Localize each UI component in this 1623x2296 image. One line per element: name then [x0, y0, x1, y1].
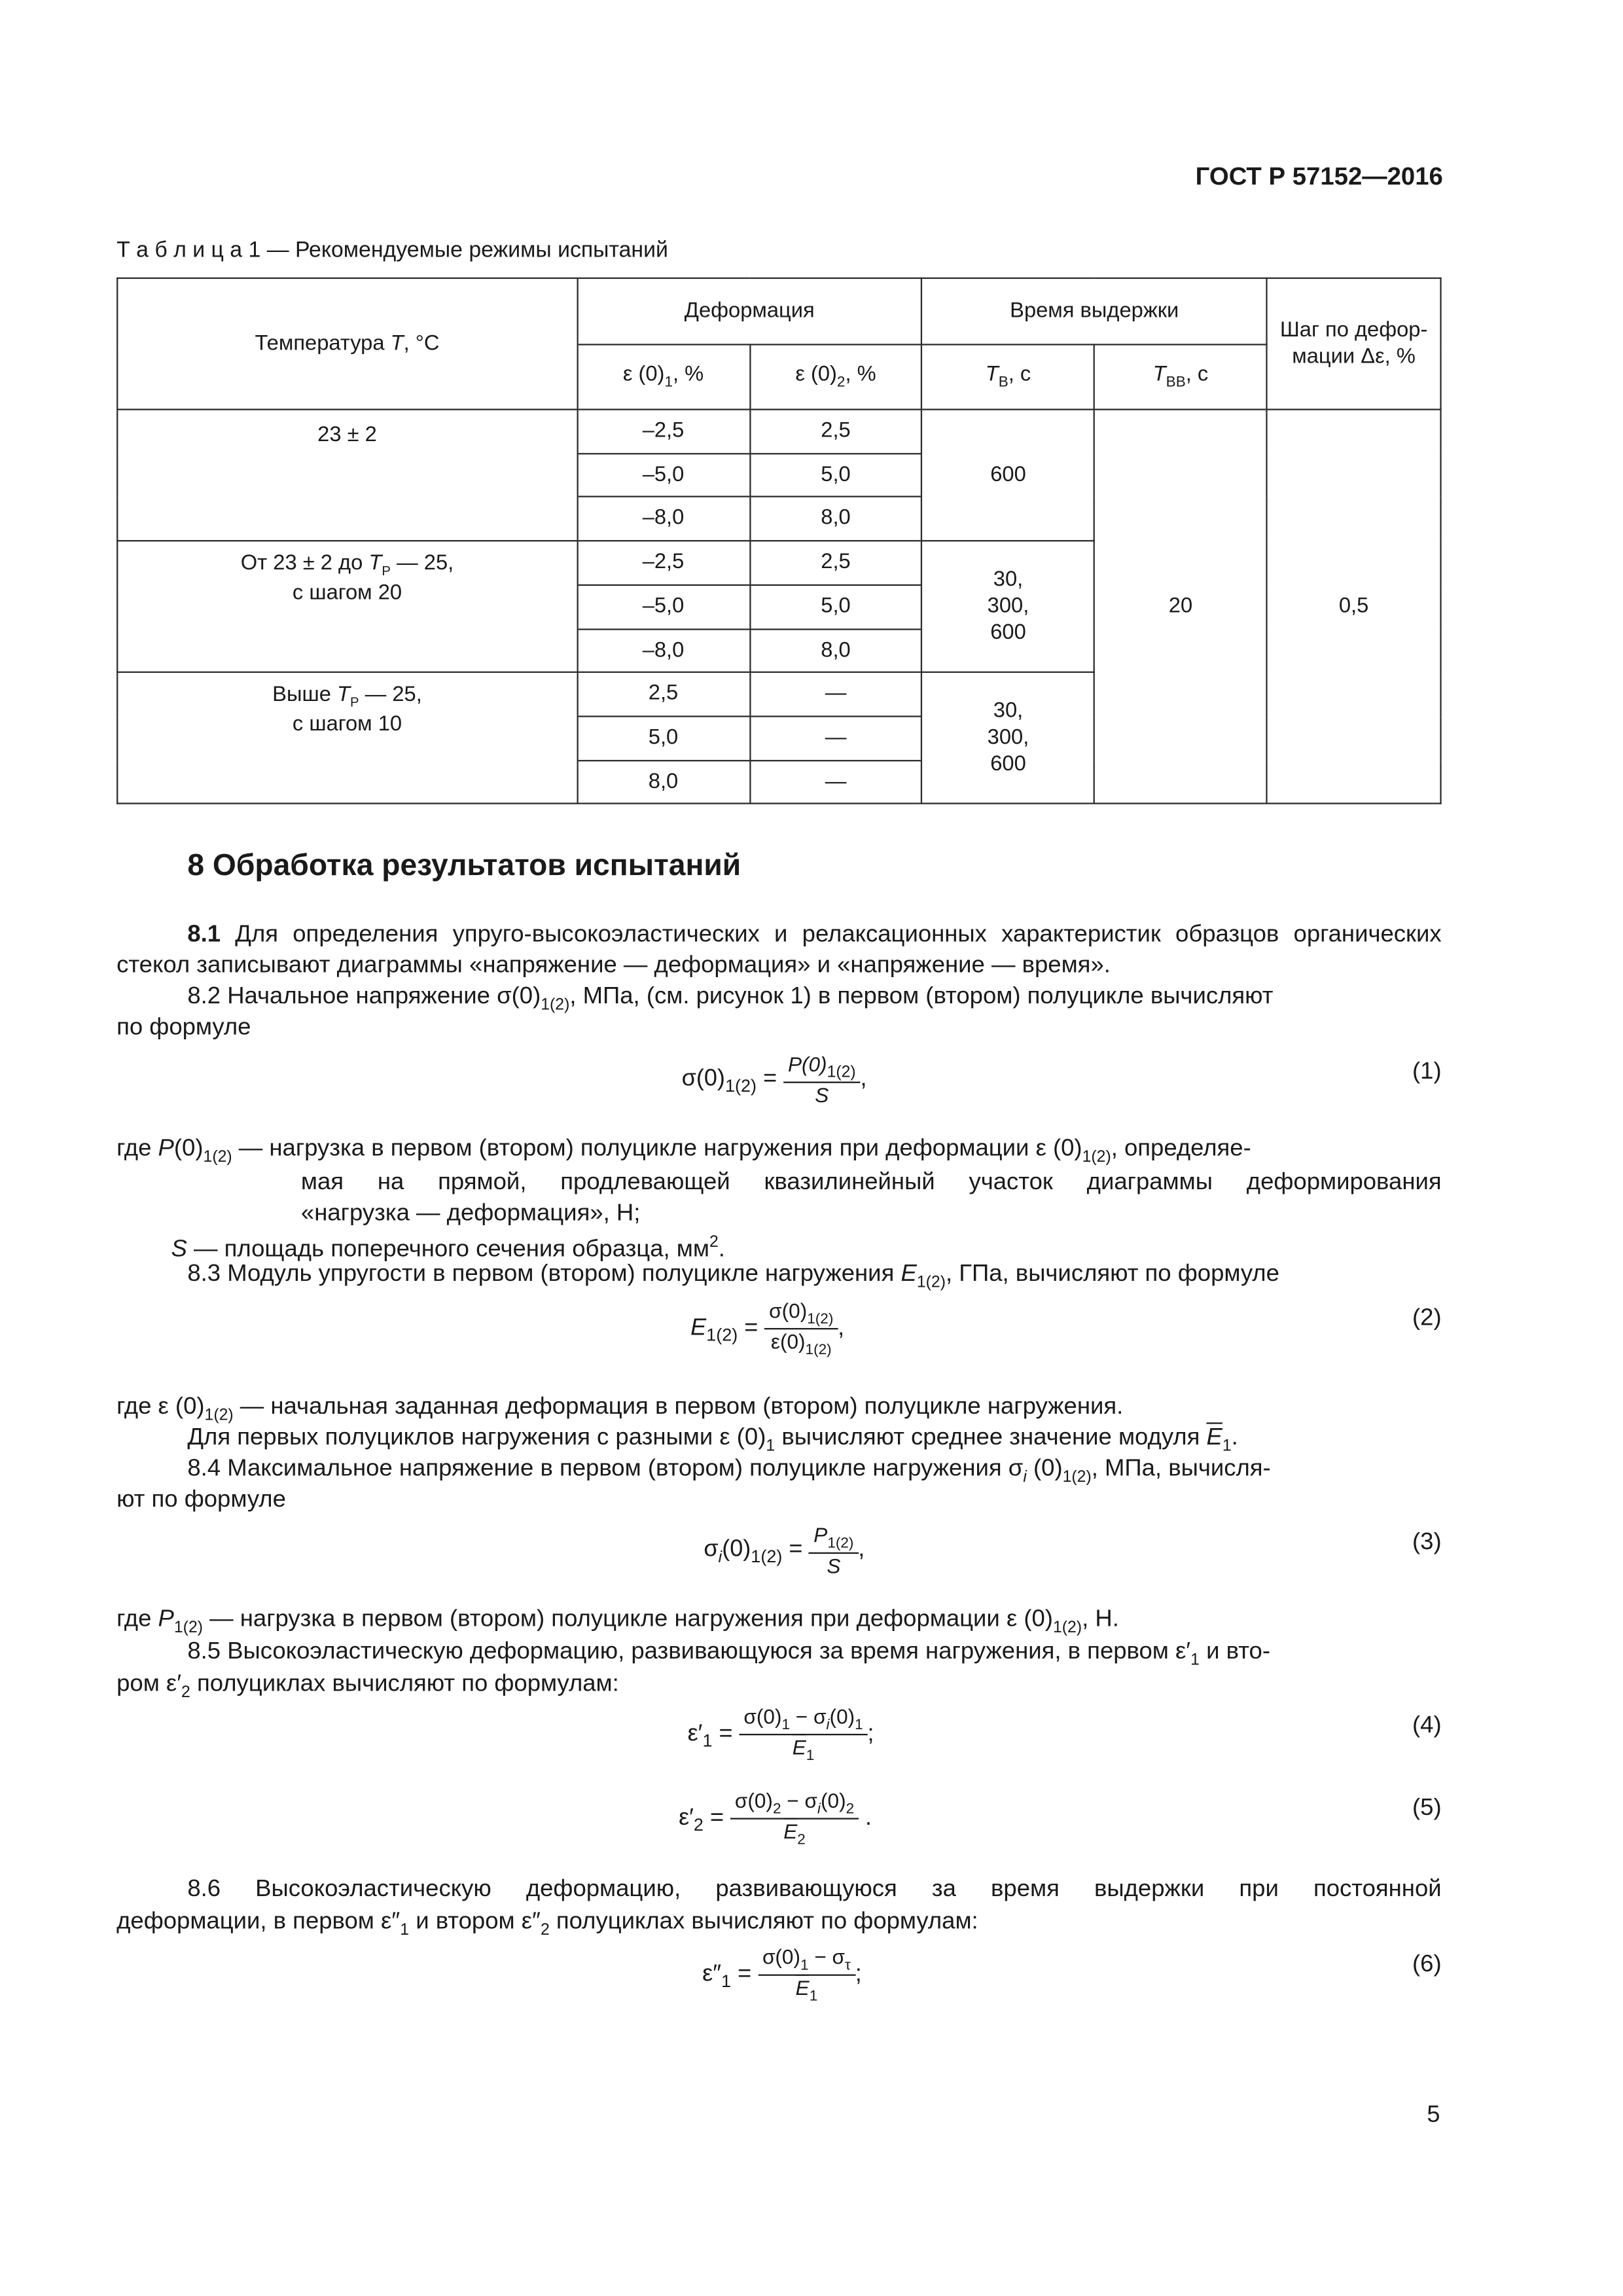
temperature-cell: От 23 ± 2 до $T_Р$ — 25, с шагом 20	[117, 541, 577, 672]
tv-cell: 30, 300, 600	[922, 672, 1094, 804]
eps2-cell: 8,0	[749, 630, 921, 672]
eps2-cell: 2,5	[749, 541, 921, 585]
section-title: 8 Обработка результатов испытаний	[187, 848, 741, 883]
formula-4: $\varepsilon'_1$ = $\frac{\sigma(0)_1 - \sigma_i(0)_1}{\overline{E}_1}$ ;	[687, 1704, 874, 1765]
formula-2: $E_{1(2)}$ = $\frac{\sigma(0)_{1(2)}}{\varepsilon(0)_{1(2)}}$ ,	[690, 1298, 845, 1359]
formula-3: $\sigma_i(0)_{1(2)}$ = $\frac{P_{1(2)}}{S}$ ,	[704, 1522, 865, 1577]
eps2-cell: 2,5	[749, 410, 921, 454]
eps1-cell: –8,0	[577, 497, 749, 541]
paragraph-8-4: 8.4 Максимальное напряжение в первом (втором) полуцикле нагружения $\sigma_i$ $(0)_{1(2)}$, МПа, вычисля-	[187, 1454, 1271, 1486]
paragraph-8-3: 8.3 Модуль упругости в первом (втором) полуцикле нагружения $E_{1(2)}$, ГПа, вычисляют по формуле	[187, 1260, 1279, 1292]
where-p-line-2: мая на прямой, продлевающей квазилинейный участок диаграммы деформирования	[300, 1168, 1442, 1196]
standard-number: ГОСТ Р 57152—2016	[1195, 162, 1443, 190]
paragraph-8-5-cont: ром $\varepsilon'_2$ полуциклах вычисляют по формулам:	[116, 1670, 619, 1702]
tv-cell: 30, 300, 600	[922, 541, 1094, 672]
col-tvv-header: $T_{ВВ}$, с	[1094, 344, 1266, 409]
eps2-cell: —	[749, 761, 921, 803]
table-caption	[116, 238, 668, 262]
col-temperature-header: Температура T, °C	[117, 278, 577, 410]
eps2-cell: 5,0	[749, 585, 921, 630]
tv-cell: 600	[922, 410, 1094, 541]
step-cell: 0,5	[1267, 410, 1441, 804]
col-tv-header: $T_В$, с	[922, 344, 1094, 409]
where-p12-line: где $P_{1(2)}$ — нагрузка в первом (втором) полуцикле нагружения при деформации ε $(0)_{1(2)}$, Н.	[116, 1605, 1119, 1637]
table-caption-text: — Рекомендуемые режимы испытаний	[260, 237, 668, 263]
paragraph-8-1: 8.1 Для определения упруго-высокоэластических и релаксационных характеристик образцов органических стекол записывают диаграммы «напряжение — деформация» и «напряжение — время».	[116, 920, 1442, 978]
eps2-cell: 8,0	[749, 497, 921, 541]
col-eps1-header: ε $(0)_1$, %	[577, 344, 749, 409]
eps1-cell: 5,0	[577, 717, 749, 761]
where-p-line: где $P(0)_{1(2)}$ — нагрузка в первом (втором) полуцикле нагружения при деформации ε $(0)_{1(2)}$, определяе-	[116, 1134, 1251, 1166]
formula-1: $\sigma(0)_{1(2)}$ = $\frac{P(0)_{1(2)}}{S}$ ,	[681, 1052, 867, 1107]
col-hold-time-header: Время выдержки	[922, 278, 1267, 344]
paragraph-8-5: 8.5 Высокоэластическую деформацию, развивающуюся за время нагружения, в первом $\varepsilon'_1$ и вто-	[187, 1638, 1270, 1670]
col-deformation-header: Деформация	[577, 278, 922, 344]
eps1-cell: –2,5	[577, 410, 749, 454]
where-s-line: S — площадь поперечного сечения образца, $мм^2$.	[171, 1233, 725, 1263]
formula-4-number: (4)	[1412, 1712, 1442, 1738]
eps1-cell: –5,0	[577, 454, 749, 496]
tvv-cell: 20	[1094, 410, 1266, 804]
formula-5: $\varepsilon'_2$ = $\frac{\sigma(0)_2 - \sigma_i(0)_2}{\overline{E}_2}$ .	[679, 1788, 872, 1848]
formula-3-number: (3)	[1412, 1528, 1442, 1556]
col-eps2-header: ε $(0)_2$, %	[749, 344, 921, 409]
eps1-cell: –2,5	[577, 541, 749, 585]
col-step-header: Шаг по дефор- мации Δε, %	[1267, 278, 1441, 410]
formula-6: $\varepsilon''_1$ = $\frac{\sigma(0)_1 - \sigma_\tau}{\overline{E}_1}$ ;	[702, 1945, 862, 2005]
temperature-cell: 23 ± 2	[117, 410, 577, 541]
eps1-cell: –8,0	[577, 630, 749, 672]
test-modes-table	[116, 278, 1442, 804]
temperature-cell: Выше $T_Р$ — 25, с шагом 10	[117, 672, 577, 804]
page-number: 5	[1427, 2102, 1440, 2128]
eps2-cell: —	[749, 717, 921, 761]
paragraph-8-4-cont: ют по формуле	[116, 1486, 286, 1513]
eps1-cell: 2,5	[577, 672, 749, 717]
eps2-cell: 5,0	[749, 454, 921, 496]
formula-2-number: (2)	[1412, 1304, 1442, 1331]
eps1-cell: –5,0	[577, 585, 749, 630]
table-caption-prefix: Т а б л и ц а 1	[116, 237, 261, 263]
mean-modulus-line: Для первых полуциклов нагружения с разными ε $(0)_1$ вычисляют среднее значение модуля $\overline{E}_1$.	[187, 1424, 1238, 1456]
eps1-cell: 8,0	[577, 761, 749, 803]
formula-1-number: (1)	[1412, 1058, 1442, 1085]
formula-6-number: (6)	[1412, 1950, 1442, 1978]
paragraph-8-6-cont: деформации, в первом $\varepsilon''_1$ и втором $\varepsilon''_2$ полуциклах вычисляют по формулам:	[116, 1908, 978, 1939]
paragraph-8-2: 8.2 Начальное напряжение $\sigma(0)_{1(2)}$, МПа, (см. рисунок 1) в первом (втором) полуцикле вычисляют	[187, 982, 1274, 1014]
paragraph-8-2-cont: по формуле	[116, 1013, 251, 1041]
formula-5-number: (5)	[1412, 1794, 1442, 1821]
where-p-line-3: «нагрузка — деформация», Н;	[300, 1199, 641, 1227]
eps2-cell: —	[749, 672, 921, 717]
where-eps-line: где ε $(0)_{1(2)}$ — начальная заданная деформация в первом (втором) полуцикле нагружения.	[116, 1393, 1124, 1425]
paragraph-8-6: 8.6 Высокоэластическую деформацию, развивающуюся за время выдержки при постоянной	[187, 1875, 1442, 1903]
